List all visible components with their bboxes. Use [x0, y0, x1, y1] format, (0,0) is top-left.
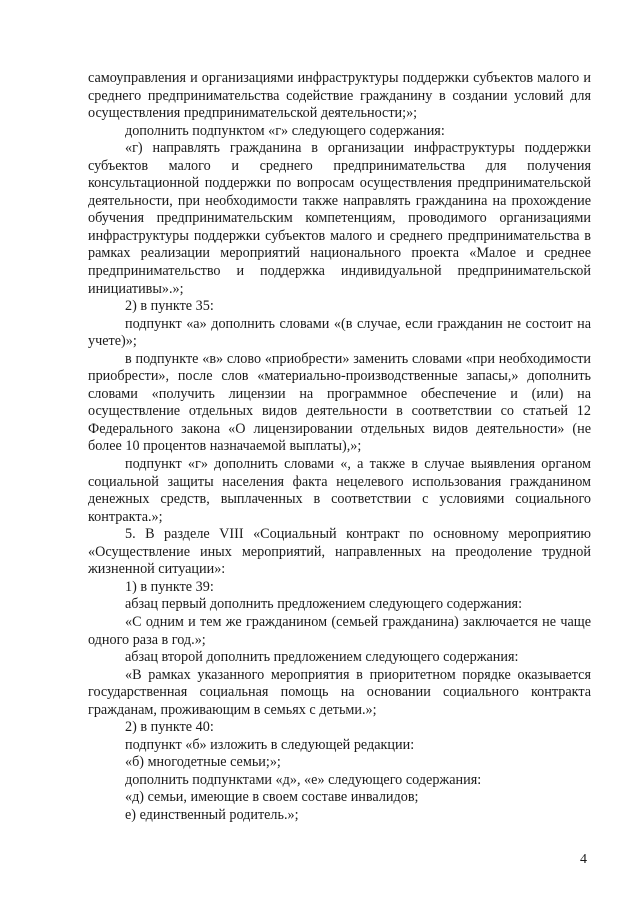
- paragraph: 2) в пункте 40:: [125, 719, 214, 736]
- paragraph: «д) семьи, имеющие в своем составе инвалидов;: [125, 789, 419, 806]
- paragraph: абзац первый дополнить предложением следующего содержания:: [125, 596, 523, 613]
- paragraph: дополнить подпунктами «д», «е» следующего содержания:: [125, 771, 482, 788]
- paragraph: 1) в пункте 39:: [125, 578, 214, 595]
- page-number: 4: [580, 852, 587, 867]
- paragraph: подпункт «г» дополнить словами «, а также в случае выявления органом социальной защиты населения факта нецелевого использования гражданином денежных средств, выплаченных в соответствии с условиями социального контракта.»;: [88, 456, 591, 525]
- paragraph: подпункт «б» изложить в следующей редакции:: [125, 736, 415, 753]
- paragraph: в подпункте «в» слово «приобрести» заменить словами «при необходимости приобрести», после слов «материально-производственные запасы,» дополнить словами «получить лицензии на программное обеспечение и (или) на осуществление отдельных видов деятельности в соответствии со статьей 12 Федерального закона «О лицензировании отдельных видов деятельности» (не более 10 процентов назначаемой выплаты),»;: [88, 350, 591, 455]
- paragraph: е) единственный родитель.»;: [125, 806, 299, 823]
- paragraph: дополнить подпунктом «г» следующего содержания:: [125, 122, 445, 139]
- paragraph: подпункт «а» дополнить словами «(в случае, если гражданин не состоит на учете)»;: [88, 315, 591, 350]
- paragraph: абзац второй дополнить предложением следующего содержания:: [125, 649, 519, 666]
- paragraph: «В рамках указанного мероприятия в приоритетном порядке оказывается государственная социальная помощь на основании социального контракта гражданам, проживающим в семьях с детьми.»;: [88, 666, 591, 718]
- paragraph: 2) в пункте 35:: [125, 298, 214, 315]
- section-heading-paragraph: 5. В разделе VIII «Социальный контракт по основному мероприятию «Осуществление иных мероприятий, направленных на преодоление трудной жизненной ситуации»:: [88, 526, 591, 578]
- paragraph: «С одним и тем же гражданином (семьей гражданина) заключается не чаще одного раза в год.»;: [88, 613, 591, 648]
- paragraph: самоуправления и организациями инфраструктуры поддержки субъектов малого и среднего предпринимательства содействие гражданину в создании условий для осуществления предпринимательской деятельности;»;: [88, 70, 591, 122]
- paragraph: «б) многодетные семьи;»;: [125, 754, 281, 771]
- document-body: [88, 70, 591, 825]
- paragraph: «г) направлять гражданина в организации инфраструктуры поддержки субъектов малого и среднего предпринимательства для получения консультационной поддержки по вопросам осуществления предпринимательской деятельности, при необходимости также направлять гражданина на прохождение обучения предпринимательским компетенциям, проводимого организациями инфраструктуры поддержки субъектов малого и среднего предпринимательства в рамках реализации мероприятий национального проекта «Малое и среднее предпринимательство и поддержка индивидуальной предпринимательской инициативы».»;: [88, 140, 591, 297]
